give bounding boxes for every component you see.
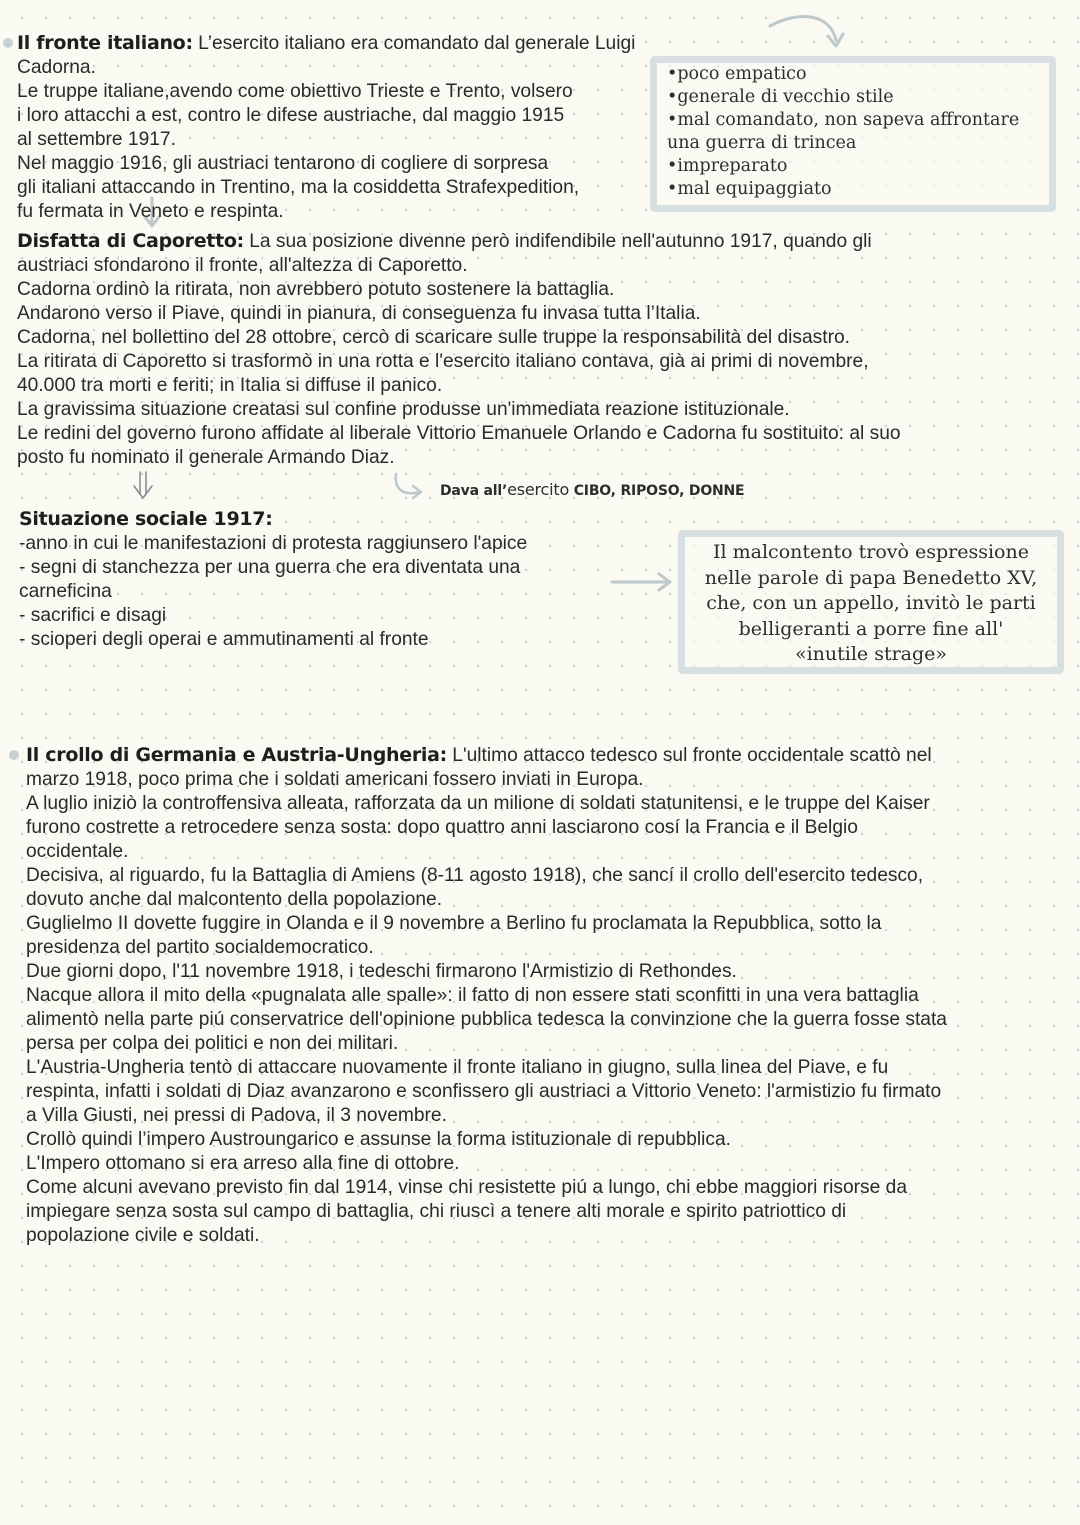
- double-down-arrow-icon: [140, 472, 146, 494]
- section-fronte-italiano: [17, 31, 657, 224]
- section-crollo-germania-austria: [26, 743, 1066, 1248]
- bullet-dot: [9, 750, 19, 760]
- section-disfatta-caporetto: [17, 229, 1057, 470]
- section1-body: Le truppe italiane,avendo come obiettivo Trieste e Trento, volsero i loro attacchi a est, contro le difese austriache, dal maggio 1915 al settembre 1917. Nel maggio 1916, gli austriaci tentarono di cogliere di sorpresa gli italiani attaccando in Trentino, ma la cosiddetta Strafexpedition, fu fermata in Veneto e respinta.: [17, 81, 580, 222]
- bullet-dot: [3, 38, 13, 48]
- list-item: una guerra di trincea: [667, 133, 857, 153]
- heading-situazione-sociale: Situazione sociale 1917:: [19, 508, 273, 530]
- heading-crollo-germania-austria: Il crollo di Germania e Austria-Ungheria:: [26, 744, 447, 766]
- section2-body: austriaci sfondarono il fronte, all'altezza di Caporetto. Cadorna ordinò la ritirata, non avrebbero potuto sostenere la battaglia. Andarono verso il Piave, quindi in pianura, di conseguenza fu invasa tutta l’Italia. Cadorna, nel bollettino del 28 ottobre, cercò di scaricare sulle truppe la responsabilità del disastro. La ritirata di Caporetto si trasformò in una rotta e l'esercito italiano contava, già ai primi di novembre, 40.000 tra morti e feriti; in Italia si diffuse il panico. La gravissima situazione creatasi sul confine produsse un'immediata reazione istituzionale. Le redini del governo furono affidate al liberale Vittorio Emanuele Orlando e Cadorna fu sostituito: al suo posto fu nominato il generale Armando Diaz.: [17, 255, 901, 468]
- section3-body: -anno in cui le manifestazioni di protesta raggiunsero l'apice - segni di stanchezza per una guerra che era diventata una carneficina - sacrifici e disagi - scioperi degli operai e ammutinamenti al fronte: [19, 533, 528, 650]
- list-item: •generale di vecchio stile: [667, 87, 894, 107]
- list-item: •mal equipaggiato: [667, 179, 832, 199]
- diaz-note-word: esercito: [507, 480, 570, 499]
- heading-fronte-italiano: Il fronte italiano:: [17, 32, 193, 54]
- list-item: •impreparato: [667, 156, 788, 176]
- section2-intro: La sua posizione divenne però indifendibile nell'autunno 1917, quando gli: [243, 231, 872, 252]
- cadorna-traits-list: [667, 63, 1019, 201]
- section4-intro: L'ultimo attacco tedesco sul fronte occidentale scattò nel: [446, 745, 932, 766]
- section4-body: marzo 1918, poco prima che i soldati americani fossero inviati in Europa. A luglio iniziò la controffensiva alleata, rafforzata da un milione di soldati statunitensi, e le truppe del Kaiser furono costrette a retrocedere senza sosta: dopo quattro anni lasciarono cosí la Francia e il Belgio occidentale. Decisiva, al riguardo, fu la Battaglia di Amiens (8-11 agosto 1918), che sancí il crollo dell'esercito tedesco, dovuto anche dal malcontento della popolazione. Guglielmo II dovette fuggire in Olanda e il 9 novembre a Berlino fu proclamata la Repubblica, sotto la presidenza del partito socialdemocratico. Due giorni dopo, l'11 novembre 1918, i tedeschi firmarono l'Armistizio di Rethondes. Nacque allora il mito della «pugnalata alle spalle»: il fatto di non essere stati sconfitti in una vera battaglia alimentò nella parte piú conservatrice dell'opinione pubblica tedesca la convinzione che la guerra fosse stata persa per colpa dei politici e non dei militari. L'Austria-Ungheria tentò di attaccare nuovamente il fronte italiano in giugno, sulla linea del Piave, e fu respinta, infatti i soldati di Diaz avanzarono e sconfissero gli austriaci a Vittorio Veneto: l'armistizio fu firmato a Villa Giusti, nei pressi di Padova, il 3 novembre. Crollò quindi l’impero Austroungarico e assunse la forma istituzionale di repubblica. L'Impero ottomano si era arreso alla fine di ottobre. Come alcuni avevano previsto fin dal 1914, vinse chi resistette piú a lungo, chi ebbe maggiori risorse da impiegare senza sosta sul campo di battaglia, chi riuscì a tenere alti morale e spirito patriottico di popolazione civile e soldati.: [26, 769, 947, 1246]
- curved-arrow-icon: [770, 17, 836, 40]
- diaz-note-prefix: Dava all’: [440, 483, 508, 499]
- list-item: •mal comandato, non sapeva affrontare: [667, 110, 1020, 130]
- pope-quote-text: Il malcontento trovò espressione nelle parole di papa Benedetto XV, che, con un appello, invitò le parti belligeranti a porre fine all' «inutile strage»: [704, 541, 1038, 665]
- diaz-note-rest: CIBO, RIPOSO, DONNE: [569, 483, 745, 499]
- section-situazione-sociale: [19, 507, 609, 652]
- diaz-note: [440, 480, 744, 499]
- section1-intro: L’esercito italiano era comandato dal generale Luigi Cadorna.: [17, 33, 636, 78]
- list-item: •poco empatico: [667, 64, 807, 84]
- hook-arrow-icon: [396, 474, 420, 493]
- heading-disfatta-caporetto: Disfatta di Caporetto:: [17, 230, 244, 252]
